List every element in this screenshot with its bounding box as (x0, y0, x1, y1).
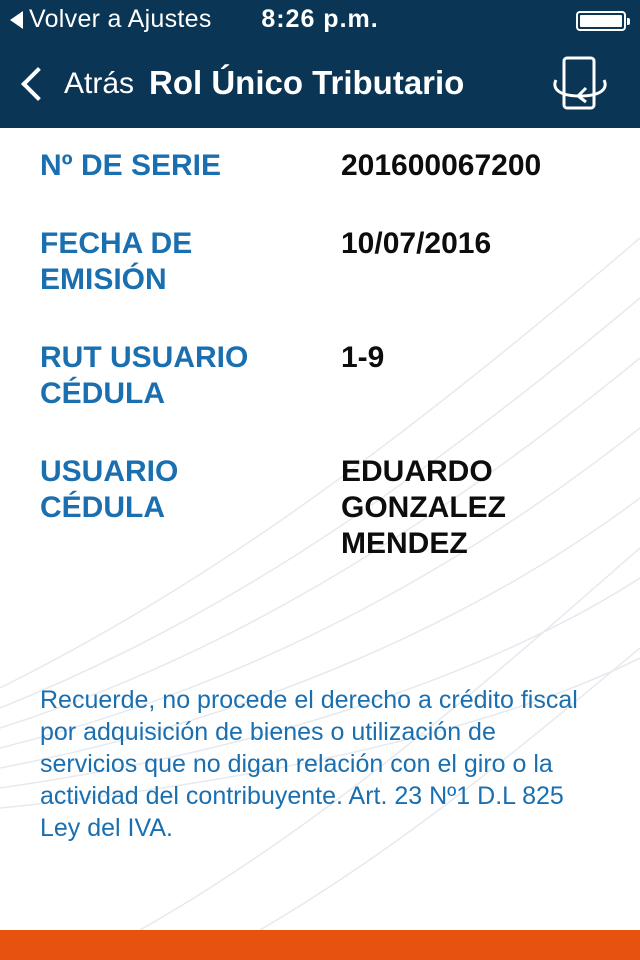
field-label: USUARIO CÉDULA (40, 455, 179, 524)
app-header (0, 0, 640, 128)
field-value: EDUARDO GONZALEZ MENDEZ (341, 455, 506, 560)
back-button-label: Atrás (64, 67, 135, 100)
page-title: Rol Único Tributario (149, 64, 465, 101)
field-label: RUT USUARIO CÉDULA (40, 341, 249, 410)
field-value: 10/07/2016 (341, 227, 492, 260)
chevron-left-icon (21, 67, 55, 101)
field-value: 201600067200 (341, 149, 542, 182)
tax-notice: Recuerde, no procede el derecho a crédito fiscal por adquisición de bienes o utilización de servicios que no digan relación con el giro o la actividad del contribuyente. Art. 23 Nº1 D.L 825 Ley del IVA. (40, 686, 578, 842)
field-label: FECHA DE EMISIÓN (40, 227, 193, 296)
field-label: Nº DE SERIE (40, 149, 221, 182)
back-button[interactable] (14, 60, 134, 108)
status-back-label: Volver a Ajustes (29, 5, 212, 33)
bottom-accent-bar (0, 930, 640, 960)
flip-card-button[interactable] (550, 54, 610, 114)
battery-icon (576, 11, 626, 31)
status-time: 8:26 p.m. (261, 5, 379, 33)
card-flip-icon (550, 54, 610, 114)
field-value: 1-9 (341, 341, 385, 374)
status-bar (0, 0, 640, 40)
